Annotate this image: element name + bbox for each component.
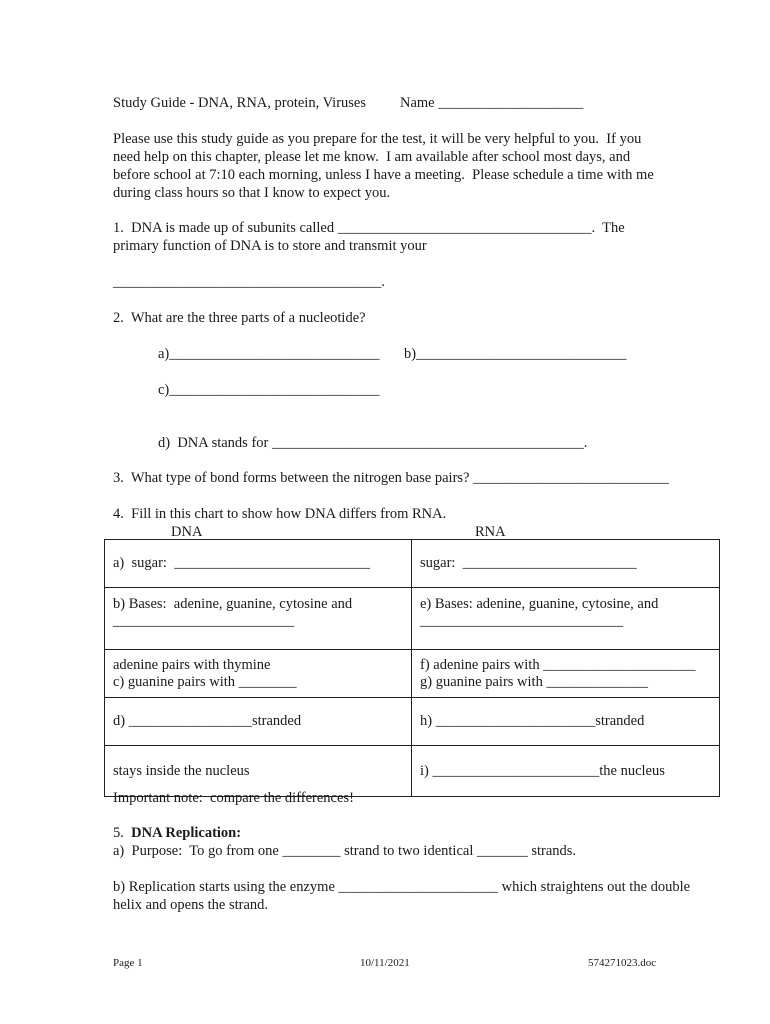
- rna-cell[interactable]: h) ______________________stranded: [412, 698, 720, 746]
- intro-line: before school at 7:10 each morning, unless I have a meeting. Please schedule a time with me: [113, 167, 654, 183]
- dna-cell[interactable]: a) sugar: ___________________________: [105, 540, 412, 588]
- column-header-rna: RNA: [475, 524, 506, 540]
- footer-date: 10/11/2021: [360, 957, 410, 969]
- table-row: [105, 588, 720, 650]
- intro-line: Please use this study guide as you prepare for the test, it will be very helpful to you. If you: [113, 131, 642, 147]
- dna-cell[interactable]: b) Bases: adenine, guanine, cytosine and _________________________: [105, 588, 412, 650]
- question-5-heading: [113, 824, 241, 842]
- dna-cell[interactable]: d) _________________stranded: [105, 698, 412, 746]
- name-field[interactable]: Name ____________________: [400, 95, 584, 111]
- question-1-line: primary function of DNA is to store and transmit your: [113, 238, 427, 254]
- question-5-part-b[interactable]: b) Replication starts using the enzyme ______________________ which straightens out the double: [113, 879, 691, 895]
- rna-cell[interactable]: e) Bases: adenine, guanine, cytosine, and ____________________________: [412, 588, 720, 650]
- question-2-answer-c[interactable]: c)_____________________________: [158, 382, 380, 398]
- question-4: 4. Fill in this chart to show how DNA differs from RNA.: [113, 506, 447, 522]
- question-2: 2. What are the three parts of a nucleotide?: [113, 310, 366, 326]
- question-2-answer-d[interactable]: d) DNA stands for ___________________________________________.: [158, 435, 588, 451]
- question-5-number: 5.: [113, 825, 132, 841]
- question-1-line[interactable]: 1. DNA is made up of subunits called ___________________________________. The: [113, 220, 625, 236]
- question-5-title: DNA Replication:: [131, 825, 242, 841]
- table-row: [105, 698, 720, 746]
- question-5-part-a[interactable]: a) Purpose: To go from one ________ strand to two identical _______ strands.: [113, 843, 577, 859]
- question-3[interactable]: 3. What type of bond forms between the nitrogen base pairs? ___________________________: [113, 470, 669, 486]
- dna-cell[interactable]: adenine pairs with thymine c) guanine pairs with ________: [105, 650, 412, 698]
- question-2-answer-a[interactable]: a)_____________________________: [158, 346, 380, 362]
- question-5-part-b: helix and opens the strand.: [113, 897, 269, 913]
- rna-cell[interactable]: f) adenine pairs with _____________________ g) guanine pairs with ______________: [412, 650, 720, 698]
- rna-cell[interactable]: sugar: ________________________: [412, 540, 720, 588]
- dna-rna-comparison-table: [104, 539, 720, 797]
- important-note: Important note: compare the differences!: [113, 790, 354, 806]
- dna-cell[interactable]: stays inside the nucleus: [105, 746, 412, 797]
- intro-line: during class hours so that I know to expect you.: [113, 185, 391, 201]
- intro-line: need help on this chapter, please let me know. I am available after school most days, and: [113, 149, 631, 165]
- footer-filename: 574271023.doc: [588, 957, 657, 969]
- column-header-dna: DNA: [171, 524, 203, 540]
- question-2-answer-b[interactable]: b)_____________________________: [404, 346, 627, 362]
- footer-page-number: Page 1: [113, 957, 143, 969]
- document-title: Study Guide - DNA, RNA, protein, Viruses: [113, 95, 366, 111]
- rna-cell[interactable]: i) _______________________the nucleus: [412, 746, 720, 797]
- table-row: [105, 650, 720, 698]
- table-row: [105, 540, 720, 588]
- question-1-answer-blank[interactable]: _____________________________________.: [113, 274, 385, 290]
